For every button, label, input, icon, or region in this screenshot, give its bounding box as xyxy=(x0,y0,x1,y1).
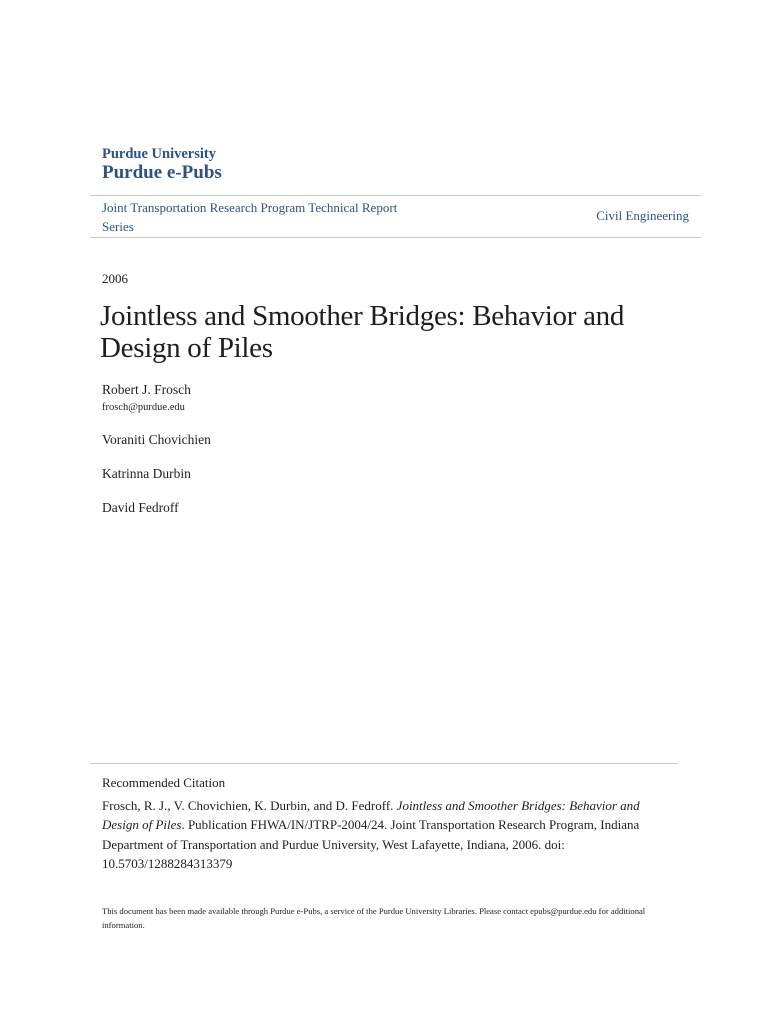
citation-divider xyxy=(90,763,678,764)
availability-note: This document has been made available through Purdue e-Pubs, a service of the Purdue University Libraries. Please contact epubs@purdue.edu for additional information. xyxy=(102,906,646,930)
author-email[interactable]: frosch@purdue.edu xyxy=(102,402,185,413)
document-title: Jointless and Smoother Bridges: Behavior and Design of Piles xyxy=(100,300,625,364)
author-name: Katrinna Durbin xyxy=(102,466,191,481)
author-name: Robert J. Frosch xyxy=(102,382,191,397)
series-link[interactable]: Joint Transportation Research Program Technical Report Series xyxy=(102,200,398,234)
citation-authors: Frosch, R. J., V. Chovichien, K. Durbin, and D. Fedroff. xyxy=(102,798,397,813)
citation-title: Jointless and Smoother Bridges: Behavior and Design of Piles xyxy=(102,798,640,833)
citation-text xyxy=(102,796,662,873)
author-name: David Fedroff xyxy=(102,500,179,515)
university-link[interactable]: Purdue University xyxy=(102,146,216,162)
department-link[interactable]: Civil Engineering xyxy=(596,208,689,223)
bottom-divider xyxy=(90,237,701,238)
publication-year: 2006 xyxy=(102,271,128,286)
citation-heading: Recommended Citation xyxy=(102,775,226,790)
author-name: Voraniti Chovichien xyxy=(102,432,211,447)
citation-details: . Publication FHWA/IN/JTRP-2004/24. Joint Transportation Research Program, Indiana Department of Transportation and Purdue University, West Lafayette, Indiana, 2006. doi: 10.5703/1288284313379 xyxy=(102,817,640,871)
repository-link[interactable]: Purdue e-Pubs xyxy=(102,162,222,183)
top-divider xyxy=(90,195,701,196)
